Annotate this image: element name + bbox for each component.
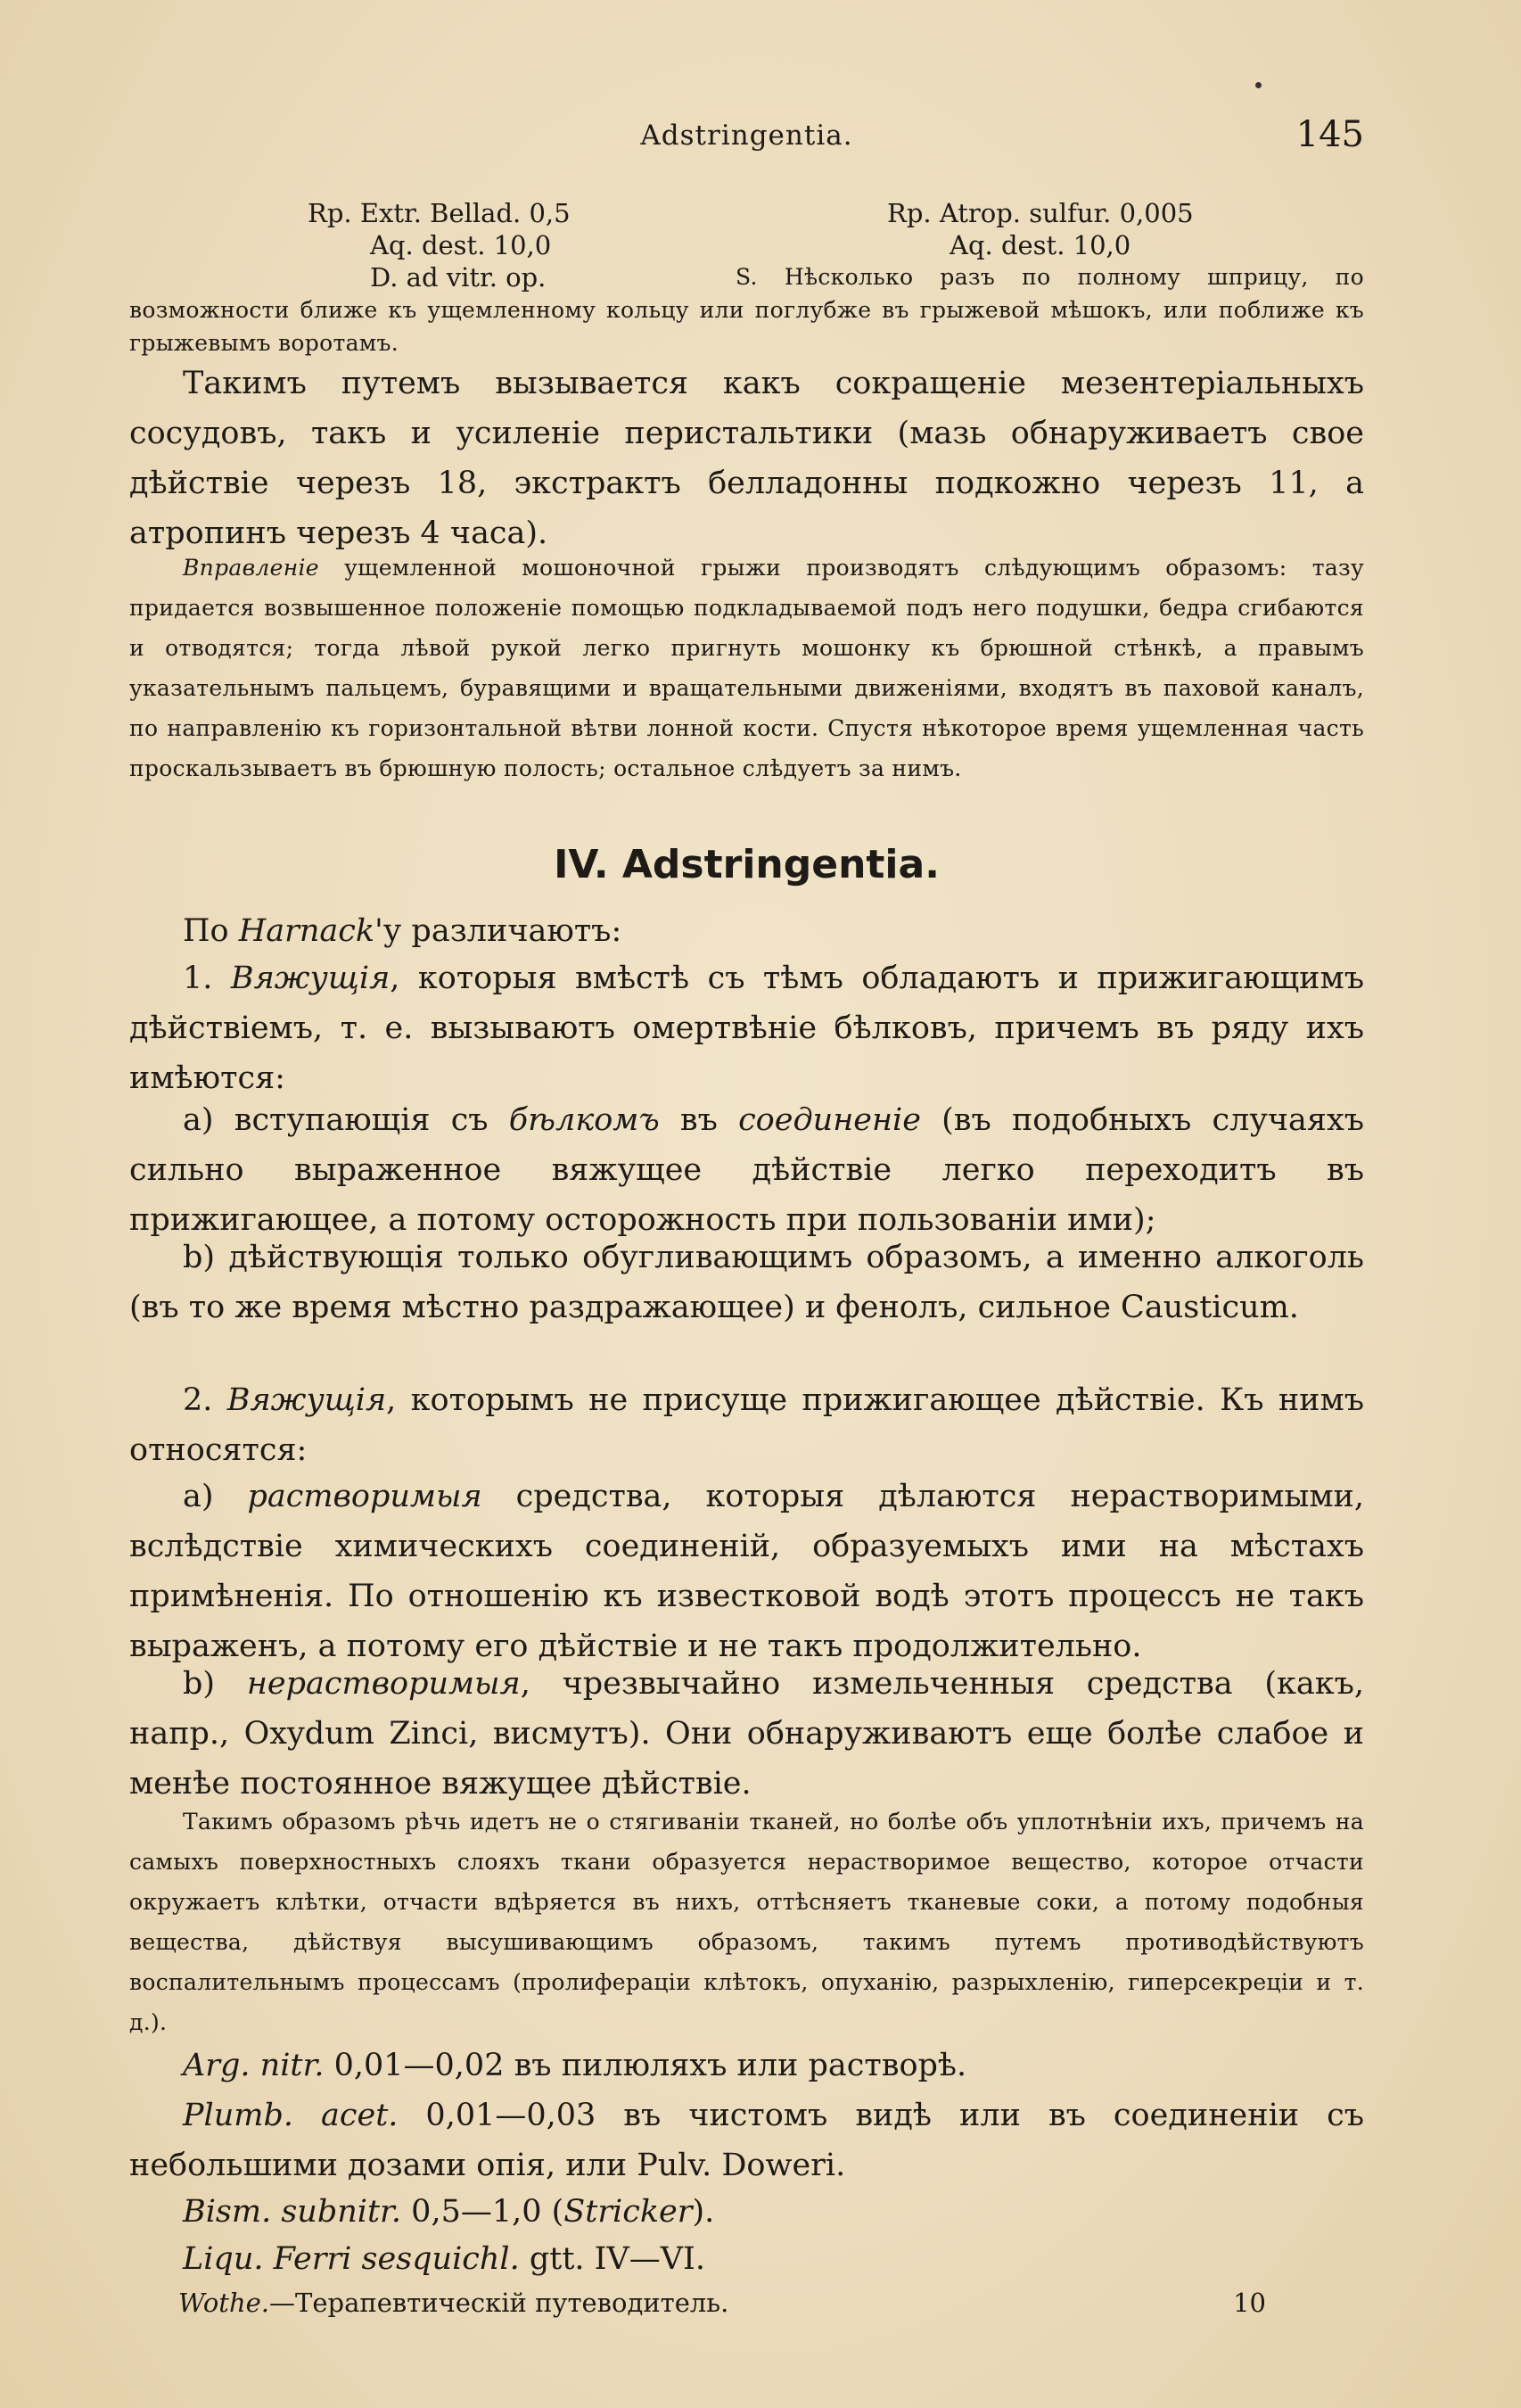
intro-line: По Harnack'у различаютъ: [183, 913, 622, 949]
dose-plumb-acet: Plumb. acet. 0,01—0,03 въ чистомъ видѣ или въ соединеніи съ небольшими дозами опія, или Pulv. Doweri. [129, 2098, 1364, 2183]
signature-mark: 10 [1233, 2288, 1266, 2318]
running-title: Adstringentia. [640, 120, 853, 152]
author-harnack: Harnack [238, 913, 375, 949]
item-2a: a) растворимыя средства, которыя дѣлаются нерастворимыми, вслѣдствіе химическихъ соединеній, образуемыхъ ими на мѣстахъ примѣненія. По отношенію къ известковой водѣ этотъ процессъ не такъ выраженъ, а потому его дѣйствіе и не такъ продолжительно. [129, 1479, 1364, 1664]
term-reduction: Вправленіе [183, 555, 319, 581]
paragraph-reduction: Вправленіе ущемленной мошоночной грыжи производятъ слѣдующимъ образомъ: тазу придается возвышенное положеніе помощью подкладываемой подъ него подушки, бедра сгибаются и отводятся; тогда лѣвой рукой легко пригнуть мошонку къ брюшной стѣнкѣ, а правымъ указательнымъ пальцемъ, буравящими и вращательными движеніями, входятъ въ паховой каналъ, по направленію къ горизонтальной вѣтви лонной кости. Спустя нѣкоторое время ущемленная часть проскальзываетъ въ брюшную полость; остальное слѣдуетъ за нимъ. [129, 555, 1364, 781]
dose-arg-nitr: Arg. nitr. 0,01—0,02 въ пилюляхъ или растворѣ. [183, 2048, 967, 2083]
rx-signa: S. Нѣсколько разъ по полному шприцу, по возможности ближе къ ущемленному кольцу или поглубже въ грыжевой мѣшокъ, или поближе къ грыжевымъ воротамъ. [129, 264, 1364, 356]
item-1b: b) дѣйствующія только обугливающимъ образомъ, а именно алкоголь (въ то же время мѣстно раздражающее) и фенолъ, сильное Causticum. [129, 1240, 1364, 1325]
item-1: 1. Вяжущія, которыя вмѣстѣ съ тѣмъ обладаютъ и прижигающимъ дѣйствіемъ, т. е. вызываютъ омертвѣніе бѣлковъ, причемъ въ ряду ихъ имѣются: [129, 961, 1364, 1096]
footer-credit: Wothe.—Терапевтическій путеводитель. [178, 2288, 729, 2318]
dose-bism-subnitr: Bism. subnitr. 0,5—1,0 (Stricker). [183, 2194, 715, 2230]
item-2b: b) нерастворимыя, чрезвычайно измельченныя средства (какъ, напр., Oxydum Zinci, висмутъ). Они обнаруживаютъ еще болѣе слабое и менѣе постоянное вяжущее дѣйствіе. [129, 1666, 1365, 1802]
rx-right-line-2: Aq. dest. 10,0 [950, 230, 1131, 260]
rx-left-line-3: D. ad vitr. op. [370, 262, 547, 293]
dose-liqu-ferri: Liqu. Ferri sesquichl. gtt. IV—VI. [183, 2241, 705, 2277]
page-number: 145 [1295, 114, 1364, 155]
item-2: 2. Вяжущія, которымъ не присуще прижигающее дѣйствіе. Къ нимъ относятся: [129, 1382, 1364, 1468]
note-paragraph: Такимъ образомъ рѣчь идетъ не о стягиваніи тканей, но болѣе объ уплотнѣніи ихъ, причемъ на самыхъ поверхностныхъ слояхъ ткани образуется нерастворимое вещество, которое отчасти окружаетъ клѣтки, отчасти вдѣряется въ нихъ, оттѣсняетъ тканевые соки, а потому подобныя вещества, дѣйствуя высушивающимъ образомъ, такимъ путемъ противодѣйствуютъ воспалительнымъ процессамъ (пролифераціи клѣтокъ, опуханію, разрыхленію, гиперсекреціи и т. д.). [129, 1809, 1364, 2035]
item-1a: a) вступающія съ бѣлкомъ въ соединеніе (въ подобныхъ случаяхъ сильно выраженное вяжущее дѣйствіе легко переходитъ въ прижигающее, а потому осторожность при пользованіи ими); [129, 1102, 1365, 1238]
page-header [129, 114, 1364, 159]
term-astringent: Вяжущія [230, 961, 391, 996]
section-heading [129, 842, 1364, 895]
rx-left-line-2: Aq. dest. 10,0 [370, 230, 552, 260]
rx-right-line-1: Rp. Atrop. sulfur. 0,005 [887, 198, 1194, 228]
section-title: IV. Adstringentia. [554, 842, 940, 887]
rx-left-line-1: Rp. Extr. Bellad. 0,5 [308, 198, 571, 228]
ink-speck [1255, 82, 1262, 88]
paragraph-effect: Такимъ путемъ вызывается какъ сокращеніе мезентеріальныхъ сосудовъ, такъ и усиленіе перистальтики (мазь обнаруживаетъ свое дѣйствіе черезъ 18, экстрактъ белладонны подкожно черезъ 11, а атропинъ черезъ 4 часа). [129, 366, 1364, 551]
page-footer [178, 2288, 1266, 2323]
term-astringent-2: Вяжущія [226, 1382, 387, 1418]
